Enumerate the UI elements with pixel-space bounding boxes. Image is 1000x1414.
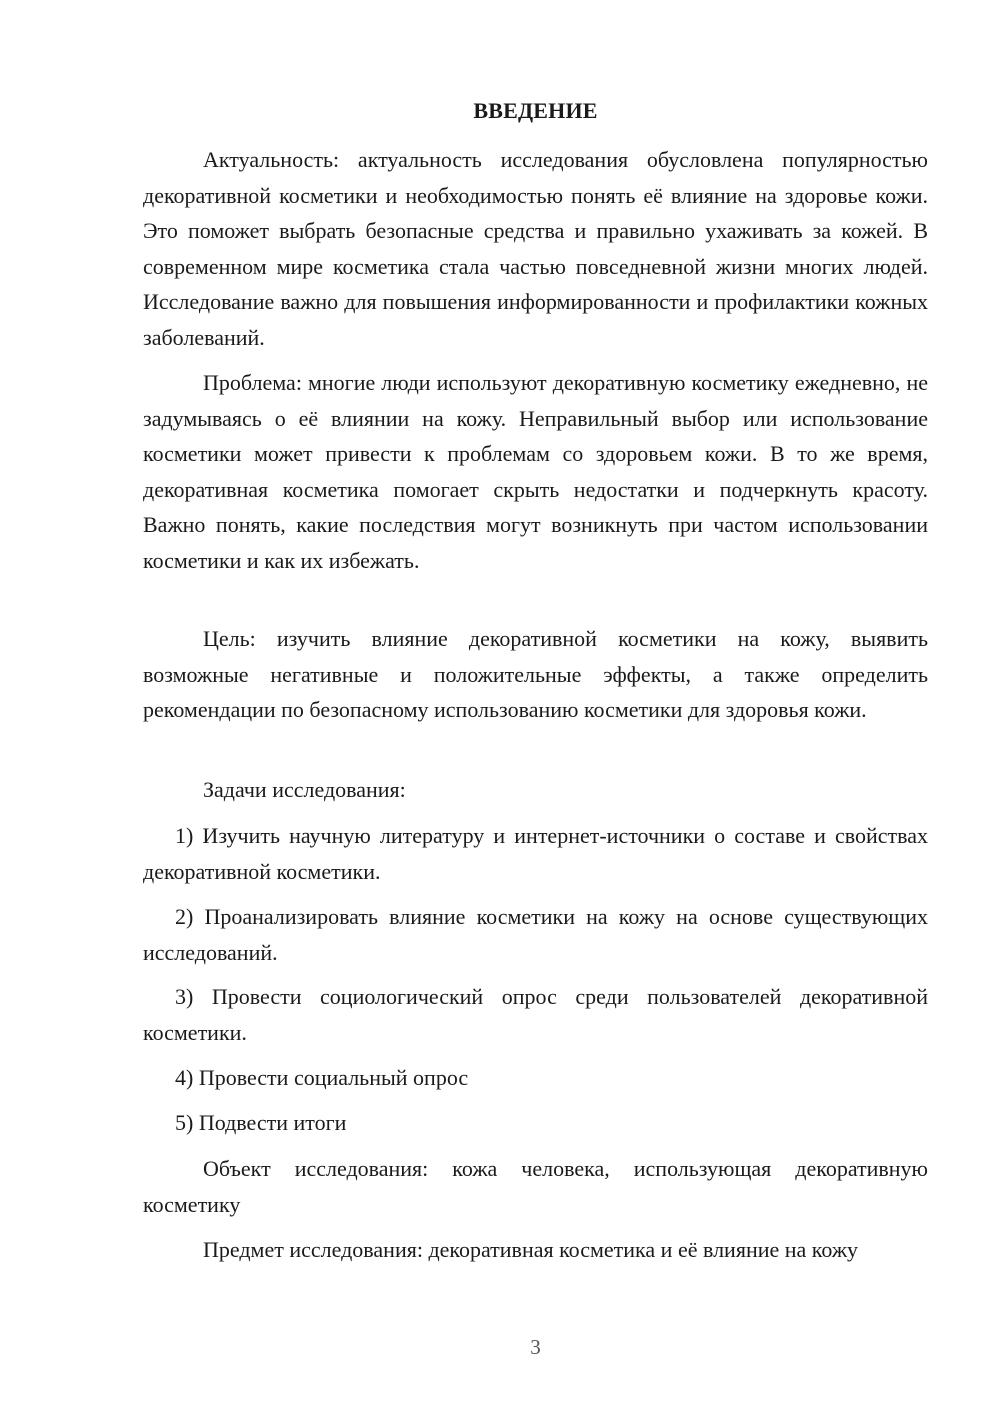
subject-paragraph: Предмет исследования: декоративная косметика и её влияние на кожу [203,1237,859,1262]
tasks-title: Задачи исследования: [203,777,406,802]
page-title: ВВЕДЕНИЕ [473,98,598,123]
task-item-3: 3) Провести социологический опрос среди пользователей декоративной косметики. [143,984,928,1045]
document-page [143,0,928,1414]
task-item-5: 5) Подвести итоги [175,1110,347,1135]
problem-paragraph: Проблема: многие люди используют декоративную косметику ежедневно, не задумываясь о её влиянии на кожу. Неправильный выбор или использование косметики может привести к проблемам со здоровьем кожи. В то же время, декоративная косметика помогает скрыть недостатки и подчеркнуть красоту. Важно понять, какие последствия могут возникнуть при частом использовании косметики и как их избежать. [143,370,928,573]
task-item-1: 1) Изучить научную литературу и интернет-источники о составе и свойствах декоративной косметики. [143,823,928,884]
page-number: 3 [530,1335,541,1359]
task-item-4: 4) Провести социальный опрос [175,1065,469,1090]
object-paragraph: Объект исследования: кожа человека, использующая декоративную косметику [143,1156,928,1217]
task-item-2: 2) Проанализировать влияние косметики на кожу на основе существующих исследований. [143,904,928,965]
relevance-paragraph: Актуальность: актуальность исследования обусловлена популярностью декоративной косметики и необходимостью понять её влияние на здоровье кожи. Это поможет выбрать безопасные средства и правильно ухаживать за кожей. В современном мире косметика стала частью повседневной жизни многих людей. Исследование важно для повышения информированности и профилактики кожных заболеваний. [143,147,928,350]
goal-paragraph: Цель: изучить влияние декоративной косметики на кожу, выявить возможные негативные и положительные эффекты, а также определить рекомендации по безопасному использованию косметики для здоровья кожи. [143,626,928,722]
